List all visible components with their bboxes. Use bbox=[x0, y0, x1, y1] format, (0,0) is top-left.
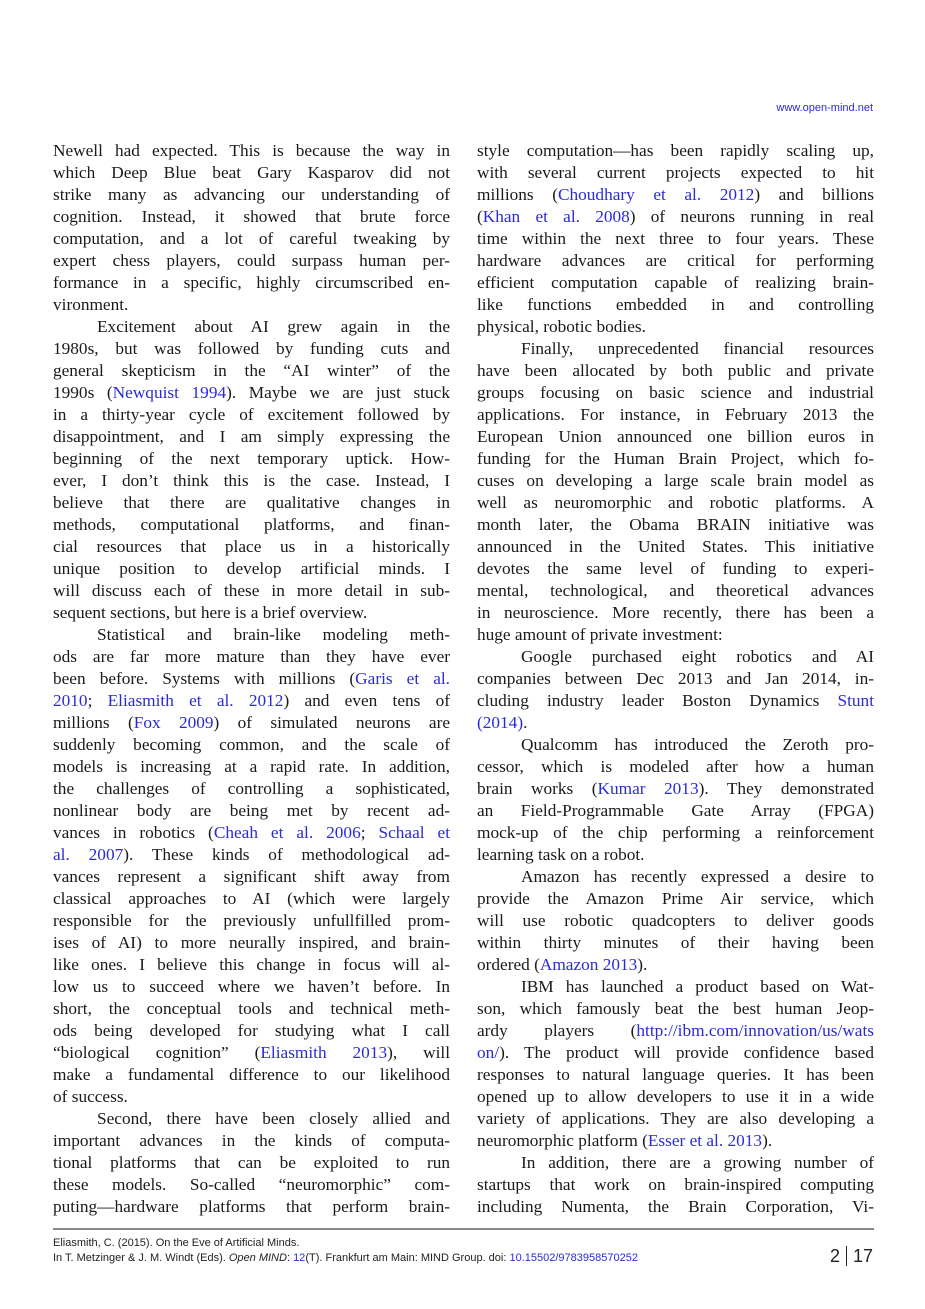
text-run: funding for the Human Brain Project, which fo- bbox=[477, 449, 874, 468]
text-run: ordered ( bbox=[477, 955, 540, 974]
text-line bbox=[477, 470, 874, 492]
text-line bbox=[477, 162, 874, 184]
text-line bbox=[53, 998, 450, 1020]
text-run: brain works ( bbox=[477, 779, 598, 798]
citation-link[interactable]: al. 2007 bbox=[53, 845, 124, 864]
text-run: son, which famously beat the best human Jeop- bbox=[477, 999, 874, 1018]
text-run: physical, robotic bodies. bbox=[477, 317, 646, 336]
text-run: announced in the United States. This initiative bbox=[477, 537, 874, 556]
text-line bbox=[477, 822, 874, 844]
text-line bbox=[53, 184, 450, 206]
text-line bbox=[53, 580, 450, 602]
text-run: will discuss each of these in more detail in sub- bbox=[53, 581, 450, 600]
text-line bbox=[53, 448, 450, 470]
text-run: responsible for the previously unfullfilled prom- bbox=[53, 911, 450, 930]
text-run: style computation—has been rapidly scaling up, bbox=[477, 141, 874, 160]
citation-link[interactable]: Khan et al. 2008 bbox=[482, 207, 630, 226]
text-run: in neuroscience. More recently, there has been a bbox=[477, 603, 874, 622]
text-run: IBM has launched a product based on Wat- bbox=[521, 977, 874, 996]
text-line bbox=[53, 932, 450, 954]
text-run: the challenges of controlling a sophisticated, bbox=[53, 779, 450, 798]
text-line bbox=[477, 800, 874, 822]
text-line bbox=[53, 822, 450, 844]
text-line bbox=[477, 690, 874, 712]
footer-divider bbox=[53, 1228, 874, 1230]
text-run: millions ( bbox=[477, 185, 558, 204]
citation-link[interactable]: Choudhary et al. 2012 bbox=[557, 185, 755, 204]
text-run: time within the next three to four years. These bbox=[477, 229, 874, 248]
text-run: variety of applications. They are also developing a bbox=[477, 1109, 874, 1128]
text-line bbox=[477, 206, 874, 228]
text-line bbox=[477, 624, 874, 646]
text-line bbox=[477, 360, 874, 382]
text-run: vironment. bbox=[53, 295, 129, 314]
text-run: like ones. I believe this change in focus will al- bbox=[53, 955, 450, 974]
text-run: ) of simulated neurons are bbox=[213, 713, 451, 732]
text-run: nonlinear body are being met by recent ad- bbox=[53, 801, 450, 820]
text-run: 1990s ( bbox=[53, 383, 113, 402]
citation-link[interactable]: Newquist 1994 bbox=[112, 383, 227, 402]
text-line bbox=[477, 536, 874, 558]
text-line bbox=[53, 1152, 450, 1174]
journal-sep: : bbox=[286, 1252, 294, 1264]
text-run: cial resources that place us in a historically bbox=[53, 537, 450, 556]
text-run: will use robotic quadcopters to deliver goods bbox=[477, 911, 874, 930]
text-line bbox=[53, 690, 450, 712]
citation-link[interactable]: Cheah et al. 2006 bbox=[213, 823, 361, 842]
text-line bbox=[53, 734, 450, 756]
text-run: opened up to allow developers to use it in a wide bbox=[477, 1087, 874, 1106]
citation-link[interactable]: Stunt bbox=[837, 691, 874, 710]
text-run: expert chess players, could surpass human per- bbox=[53, 251, 450, 270]
text-run: unique position to develop artificial minds. I bbox=[53, 559, 450, 578]
text-run: Amazon has recently expressed a desire to bbox=[521, 867, 874, 886]
text-run: ) and billions bbox=[754, 185, 875, 204]
text-line bbox=[53, 844, 450, 866]
text-run: provide the Amazon Prime Air service, which bbox=[477, 889, 874, 908]
text-run: ) of neurons running in real bbox=[629, 207, 875, 226]
text-run: like functions embedded in and controlling bbox=[477, 295, 874, 314]
text-run: companies between Dec 2013 and Jan 2014, in- bbox=[477, 669, 874, 688]
text-run: ever, I don’t think this is the case. Instead, I bbox=[53, 471, 450, 490]
text-run: groups focusing on basic science and industrial bbox=[477, 383, 874, 402]
text-line bbox=[477, 976, 874, 998]
site-url-link[interactable]: www.open-mind.net bbox=[776, 102, 873, 114]
text-run: Statistical and brain-like modeling meth- bbox=[97, 625, 450, 644]
text-run: of success. bbox=[53, 1087, 128, 1106]
text-line bbox=[53, 712, 450, 734]
text-line bbox=[477, 294, 874, 316]
text-run: ; bbox=[360, 823, 379, 842]
text-line bbox=[53, 162, 450, 184]
text-run: important advances in the kinds of computa- bbox=[53, 1131, 450, 1150]
text-run: Newell had expected. This is because the way in bbox=[53, 141, 450, 160]
text-run: ods being developed for studying what I call bbox=[53, 1021, 450, 1040]
text-line bbox=[53, 910, 450, 932]
text-run: applications. For instance, in February 2013 the bbox=[477, 405, 874, 424]
doi-link[interactable]: 10.15502/9783958570252 bbox=[509, 1252, 638, 1264]
text-line bbox=[477, 734, 874, 756]
text-line bbox=[53, 404, 450, 426]
citation-link[interactable]: Kumar 2013 bbox=[597, 779, 699, 798]
text-run: low us to succeed where we haven’t before. In bbox=[53, 977, 450, 996]
text-run: Finally, unprecedented financial resources bbox=[521, 339, 874, 358]
citation-link[interactable]: Eliasmith 2013 bbox=[260, 1043, 388, 1062]
text-run: ods are far more mature than they have ever bbox=[53, 647, 450, 666]
text-run: computation, and a lot of careful tweaking by bbox=[53, 229, 450, 248]
text-run: In addition, there are a growing number of bbox=[521, 1153, 874, 1172]
text-line bbox=[477, 1108, 874, 1130]
text-run: tional platforms that can be exploited to run bbox=[53, 1153, 450, 1172]
citation-link[interactable]: Schaal et bbox=[378, 823, 451, 842]
text-line bbox=[53, 778, 450, 800]
text-line bbox=[53, 1042, 450, 1064]
text-line bbox=[53, 360, 450, 382]
text-run: huge amount of private investment: bbox=[477, 625, 723, 644]
text-line bbox=[53, 1130, 450, 1152]
text-run: general skepticism in the “AI winter” of the bbox=[53, 361, 450, 380]
citation-link[interactable]: (2014) bbox=[477, 713, 524, 732]
text-line bbox=[477, 954, 874, 976]
text-line bbox=[477, 1042, 874, 1064]
text-line bbox=[53, 272, 450, 294]
text-line bbox=[53, 382, 450, 404]
text-line bbox=[53, 470, 450, 492]
text-run: cuses on developing a large scale brain model as bbox=[477, 471, 874, 490]
text-run: models is increasing at a rapid rate. In addition, bbox=[53, 757, 450, 776]
text-line bbox=[477, 910, 874, 932]
text-run: suddenly becoming common, and the scale of bbox=[53, 735, 450, 754]
text-run: ). Maybe we are just stuck bbox=[226, 383, 450, 402]
text-line bbox=[53, 514, 450, 536]
text-run: with several current projects expected to hit bbox=[477, 163, 874, 182]
text-run: well as neuromorphic and robotic platforms. A bbox=[477, 493, 874, 512]
text-line bbox=[53, 668, 450, 690]
text-run: ). The product will provide confidence based bbox=[499, 1043, 874, 1062]
text-line bbox=[53, 756, 450, 778]
text-run: startups that work on brain-inspired computing bbox=[477, 1175, 874, 1194]
citation-link[interactable]: Garis et al. bbox=[355, 669, 451, 688]
text-line bbox=[53, 1174, 450, 1196]
text-line bbox=[53, 492, 450, 514]
text-run: vances in robotics ( bbox=[53, 823, 214, 842]
text-line bbox=[477, 712, 874, 734]
text-run: ). These kinds of methodological ad- bbox=[123, 845, 450, 864]
text-run: millions ( bbox=[53, 713, 134, 732]
text-run: cognition. Instead, it showed that brute force bbox=[53, 207, 450, 226]
text-run: sequent sections, but here is a brief overview. bbox=[53, 603, 368, 622]
text-run: Second, there have been closely allied and bbox=[97, 1109, 450, 1128]
text-line bbox=[477, 646, 874, 668]
page-separator bbox=[846, 1246, 847, 1266]
text-line bbox=[477, 228, 874, 250]
text-line bbox=[53, 1086, 450, 1108]
text-run: cluding industry leader Boston Dynamics bbox=[477, 691, 838, 710]
text-line bbox=[477, 404, 874, 426]
text-line bbox=[53, 536, 450, 558]
text-run: in a thirty-year cycle of excitement followed by bbox=[53, 405, 450, 424]
text-line bbox=[53, 426, 450, 448]
text-line bbox=[53, 624, 450, 646]
footer-editors: In T. Metzinger & J. M. Windt (Eds). bbox=[53, 1252, 229, 1264]
page-number bbox=[830, 1246, 873, 1267]
text-line bbox=[477, 756, 874, 778]
text-run: beginning of the next temporary uptick. How- bbox=[53, 449, 450, 468]
text-line bbox=[53, 1064, 450, 1086]
text-line bbox=[53, 294, 450, 316]
text-line bbox=[477, 844, 874, 866]
text-run: classical approaches to AI (which were largely bbox=[53, 889, 450, 908]
text-run: ises of AI) to more neurally inspired, and brain- bbox=[53, 933, 450, 952]
text-line bbox=[53, 976, 450, 998]
text-run: methods, computational platforms, and finan- bbox=[53, 515, 450, 534]
volume-link[interactable]: 12 bbox=[293, 1252, 306, 1264]
text-line bbox=[53, 888, 450, 910]
text-run: neuromorphic platform ( bbox=[477, 1131, 648, 1150]
text-line bbox=[477, 272, 874, 294]
text-run: have been allocated by both public and private bbox=[477, 361, 874, 380]
journal-name: Open MIND bbox=[228, 1252, 287, 1264]
text-run: ), will bbox=[387, 1043, 451, 1062]
text-run: vances represent a significant shift away from bbox=[53, 867, 450, 886]
text-run: ). They demonstrated bbox=[698, 779, 874, 798]
text-run: 1980s, but was followed by funding cuts and bbox=[53, 339, 450, 358]
text-run: ; bbox=[87, 691, 108, 710]
text-line bbox=[477, 338, 874, 360]
text-line bbox=[477, 382, 874, 404]
text-run: ). bbox=[637, 955, 648, 974]
text-line bbox=[53, 646, 450, 668]
text-line bbox=[477, 1174, 874, 1196]
text-run: formance in a specific, highly circumscribed en- bbox=[53, 273, 450, 292]
text-line bbox=[477, 998, 874, 1020]
text-line bbox=[477, 558, 874, 580]
text-line bbox=[53, 228, 450, 250]
text-run: puting—hardware platforms that perform brain- bbox=[53, 1197, 450, 1216]
text-line bbox=[477, 492, 874, 514]
text-run: mock-up of the chip performing a reinforcement bbox=[477, 823, 874, 842]
text-run: responses to natural language queries. It has been bbox=[477, 1065, 874, 1084]
citation-link[interactable]: Esser et al. 2013 bbox=[647, 1131, 763, 1150]
text-run: Excitement about AI grew again in the bbox=[97, 317, 450, 336]
text-run: “biological cognition” ( bbox=[53, 1043, 261, 1062]
text-run: cessor, which is modeled after how a human bbox=[477, 757, 874, 776]
citation-link[interactable]: on/ bbox=[477, 1043, 500, 1062]
citation-link[interactable]: http://ibm.com/innovation/us/wats bbox=[636, 1021, 874, 1040]
text-run: an Field-Programmable Gate Array (FPGA) bbox=[477, 801, 874, 820]
text-run: efficient computation capable of realizing brain- bbox=[477, 273, 874, 292]
text-line bbox=[53, 954, 450, 976]
text-line bbox=[53, 316, 450, 338]
text-line bbox=[477, 866, 874, 888]
text-run: . bbox=[523, 713, 528, 732]
citation-link[interactable]: Fox 2009 bbox=[133, 713, 214, 732]
text-line bbox=[477, 1064, 874, 1086]
text-line bbox=[477, 580, 874, 602]
text-run: ( bbox=[477, 207, 483, 226]
text-line bbox=[477, 602, 874, 624]
footer-source bbox=[53, 1252, 638, 1264]
citation-link[interactable]: Amazon 2013 bbox=[539, 955, 638, 974]
page-total: 17 bbox=[852, 1246, 873, 1266]
text-run: these models. So-called “neuromorphic” com- bbox=[53, 1175, 450, 1194]
text-line bbox=[53, 1020, 450, 1042]
left-column bbox=[53, 140, 450, 1218]
right-column bbox=[477, 140, 874, 1218]
text-line bbox=[53, 250, 450, 272]
text-run: disappointment, and I am simply expressing the bbox=[53, 427, 450, 446]
text-run: devotes the same level of funding to experi- bbox=[477, 559, 874, 578]
text-line bbox=[53, 206, 450, 228]
text-line bbox=[477, 932, 874, 954]
text-line bbox=[53, 800, 450, 822]
text-line bbox=[477, 1196, 874, 1218]
text-line bbox=[53, 1108, 450, 1130]
text-line bbox=[477, 140, 874, 162]
text-run: ). bbox=[762, 1131, 773, 1150]
text-run: Qualcomm has introduced the Zeroth pro- bbox=[521, 735, 874, 754]
text-run: mental, technological, and theoretical advances bbox=[477, 581, 874, 600]
text-line bbox=[477, 668, 874, 690]
text-line bbox=[477, 778, 874, 800]
text-line bbox=[477, 448, 874, 470]
text-line bbox=[477, 1130, 874, 1152]
text-line bbox=[53, 140, 450, 162]
text-line bbox=[53, 1196, 450, 1218]
text-line bbox=[477, 1086, 874, 1108]
text-run: within thirty minutes of their having been bbox=[477, 933, 874, 952]
text-run: short, the conceptual tools and technical meth- bbox=[53, 999, 450, 1018]
text-line bbox=[53, 558, 450, 580]
text-line bbox=[53, 602, 450, 624]
text-line bbox=[477, 1020, 874, 1042]
text-run: month later, the Obama BRAIN initiative was bbox=[477, 515, 874, 534]
text-line bbox=[477, 184, 874, 206]
text-run: been before. Systems with millions ( bbox=[53, 669, 356, 688]
text-run: Google purchased eight robotics and AI bbox=[521, 647, 874, 666]
text-run: European Union announced one billion euros in bbox=[477, 427, 874, 446]
text-line bbox=[477, 1152, 874, 1174]
text-line bbox=[53, 338, 450, 360]
text-line bbox=[477, 514, 874, 536]
text-run: ardy players ( bbox=[477, 1021, 637, 1040]
text-run: make a fundamental difference to our likelihood bbox=[53, 1065, 450, 1084]
text-line bbox=[477, 888, 874, 910]
text-run: which Deep Blue beat Gary Kasparov did not bbox=[53, 163, 450, 182]
text-run: strike many as advancing our understanding of bbox=[53, 185, 450, 204]
text-line bbox=[477, 250, 874, 272]
footer-citation: Eliasmith, C. (2015). On the Eve of Artificial Minds. bbox=[53, 1237, 300, 1249]
citation-link[interactable]: Eliasmith et al. 2012 bbox=[107, 691, 284, 710]
text-run: learning task on a robot. bbox=[477, 845, 645, 864]
footer-publisher: (T). Frankfurt am Main: MIND Group. doi: bbox=[305, 1252, 510, 1264]
text-line bbox=[477, 316, 874, 338]
text-run: including Numenta, the Brain Corporation, Vi- bbox=[477, 1197, 874, 1216]
page-current: 2 bbox=[829, 1246, 840, 1266]
citation-link[interactable]: 2010 bbox=[53, 691, 88, 710]
text-run: ) and even tens of bbox=[283, 691, 451, 710]
text-run: hardware advances are critical for performing bbox=[477, 251, 874, 270]
text-line bbox=[53, 866, 450, 888]
text-line bbox=[477, 426, 874, 448]
text-run: believe that there are qualitative changes in bbox=[53, 493, 450, 512]
